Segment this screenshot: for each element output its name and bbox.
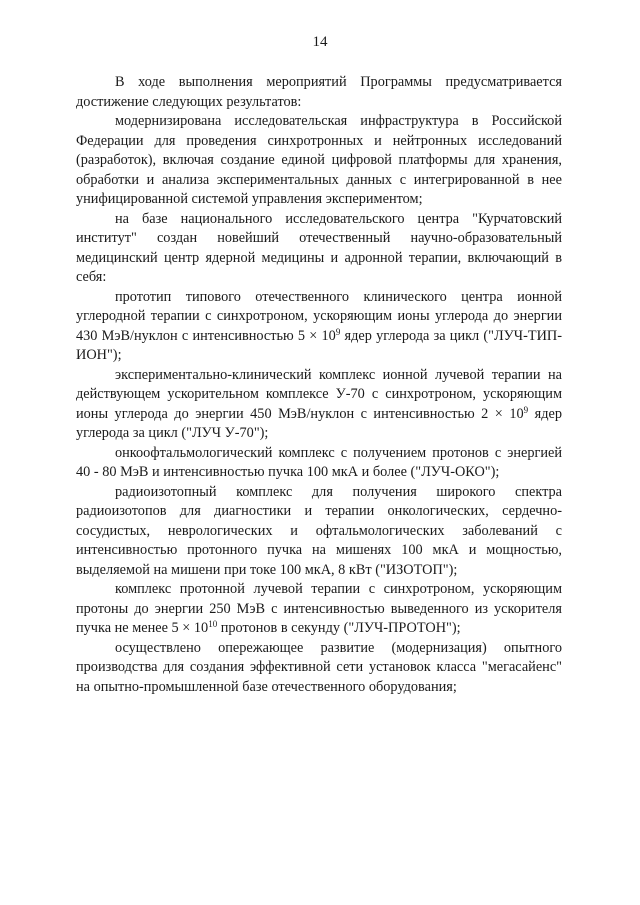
superscript-exponent: 9 [335,326,341,337]
document-body [76,73,562,697]
paragraph-text-before: прототип типового отечественного клинического центра ионной углеродной терапии с синхротроном, ускоряющим ионы углерода до энергии 430 МэВ/нуклон с интенсивностью 5 × 10 [76,288,562,344]
paragraph-text-after: ядер углерода за цикл ("ЛУЧ-ТИП-ИОН"); [76,327,562,363]
paragraph-kurchatov-center: на базе национального исследовательского центра "Курчатовский институт" создан новейший отечественный научно-образовательный медицинский центр ядерной медицины и адронной терапии, включающий в себя: [76,210,562,285]
superscript-exponent: 10 [208,619,218,629]
paragraph-production: осуществлено опережающее развитие (модернизация) опытного производства для создания эффективной сети установок класса "мегасайенс" на опытно-промышленной базе отечественного оборудования; [76,639,562,695]
paragraph-intro: В ходе выполнения мероприятий Программы предусматривается достижение следующих результатов: [76,74,562,110]
paragraph-infrastructure: модернизирована исследовательская инфраструктура в Российской Федерации для проведения синхротронных и нейтронных исследований (разработок), включая создание единой цифровой платформы для хранения, обработки и анализа экспериментальных данных с интегрированной в нее унифицированной системой управления экспериментом; [76,113,562,207]
paragraph-luch-proton [76,580,562,639]
paragraph-izotop: радиоизотопный комплекс для получения широкого спектра радиоизотопов для диагностики и терапии онкологических, сердечно-сосудистых, неврологических и офтальмологических заболеваний с интенсивностью протонного пучка на мишенях 100 мкА и мощностью, выделяемой на мишени при токе 100 мкА, 8 кВт ("ИЗОТОП"); [76,483,562,578]
paragraph-luch-oko: онкоофтальмологический комплекс с получением протонов с энергией 40 - 80 МэВ и интенсивностью пучка 100 мкА и более ("ЛУЧ-ОКО"); [76,444,562,480]
paragraph-text-after: ядер углерода за цикл ("ЛУЧ У-70"); [76,405,562,441]
page-number: 14 [312,34,328,50]
superscript-exponent: 9 [523,404,529,415]
paragraph-text-after: протонов в секунду ("ЛУЧ-ПРОТОН"); [217,620,461,636]
paragraph-luch-tip-ion [76,288,562,366]
paragraph-text-before: комплекс протонной лучевой терапии с синхротроном, ускоряющим протоны до энергии 250 МэВ с интенсивностью выведенного из ускорителя пучка не менее 5 × 10 [76,581,562,636]
paragraph-luch-u70 [76,366,562,444]
paragraph-text-before: экспериментально-клинический комплекс ионной лучевой терапии на действующем ускорительном комплексе У-70 с синхротроном, ускоряющим ионы углерода до энергии 450 МэВ/нуклон с интенсивностью 2 × 10 [76,366,562,422]
